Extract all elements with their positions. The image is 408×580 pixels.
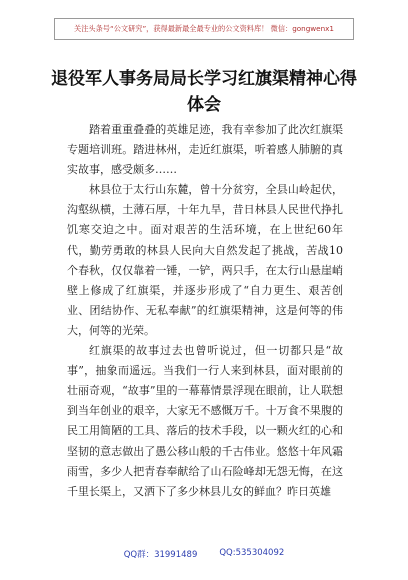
- footer-qq: QQ:535304092: [219, 548, 285, 558]
- header-banner: [54, 18, 354, 40]
- document-title: [40, 66, 368, 118]
- title-line-2: 体会: [187, 95, 221, 115]
- paragraph-3: 红旗渠的故事过去也曾听说过，但一切都只是“故事”，抽象而遥远。当我们一行人来到林县，面对眼前的壮丽奇观，“故事”里的一幕幕情景浮现在眼前，让人联想到当年创业的艰辛，大家无不感慨万千。十万食不果腹的民工用简陋的工具、落后的技术手段，以一颗火红的心和坚韧的意志做出了愚公移山般的千古伟业。悠悠十年风霜雨雪，多少人把青春奉献给了山石险峰却无怨无悔，在这千里长渠上，又洒下了多少林县儿女的鲜血？昨日英雄: [67, 344, 343, 498]
- document-body: [67, 120, 343, 502]
- paragraph-2: 林县位于太行山东麓，曾十分贫穷，全县山岭起伏，沟壑纵横，土薄石厚，十年九旱，昔日林县人民世代挣扎饥寒交迫之中。面对艰苦的生活环境，在上世纪60年代，勤劳勇敢的林县人民向大自然发起了挑战，苦战10个春秋，仅仅靠着一锤，一铲，两只手，在太行山悬崖峭壁上修成了红旗渠，并逐步形成了“自力更生、艰苦创业、团结协作、无私奉献”的红旗渠精神，这是何等的伟大，何等的光荣。: [67, 183, 343, 337]
- footer-qq-group: QQ群：31991489: [123, 550, 198, 560]
- title-line-1: 退役军人事务局局长学习红旗渠精神心得: [51, 69, 357, 89]
- page-footer: [0, 548, 408, 564]
- paragraph-1: 踏着重重叠叠的英雄足迹，我有幸参加了此次红旗渠专题培训班。踏进林州，走近红旗渠，听着感人肺腑的真实故事，感受颇多……: [67, 123, 343, 177]
- header-banner-text: 关注头条号“公文研究”，获得最新最全最专业的公文资料库！ 微信：gongwenx1: [74, 24, 334, 33]
